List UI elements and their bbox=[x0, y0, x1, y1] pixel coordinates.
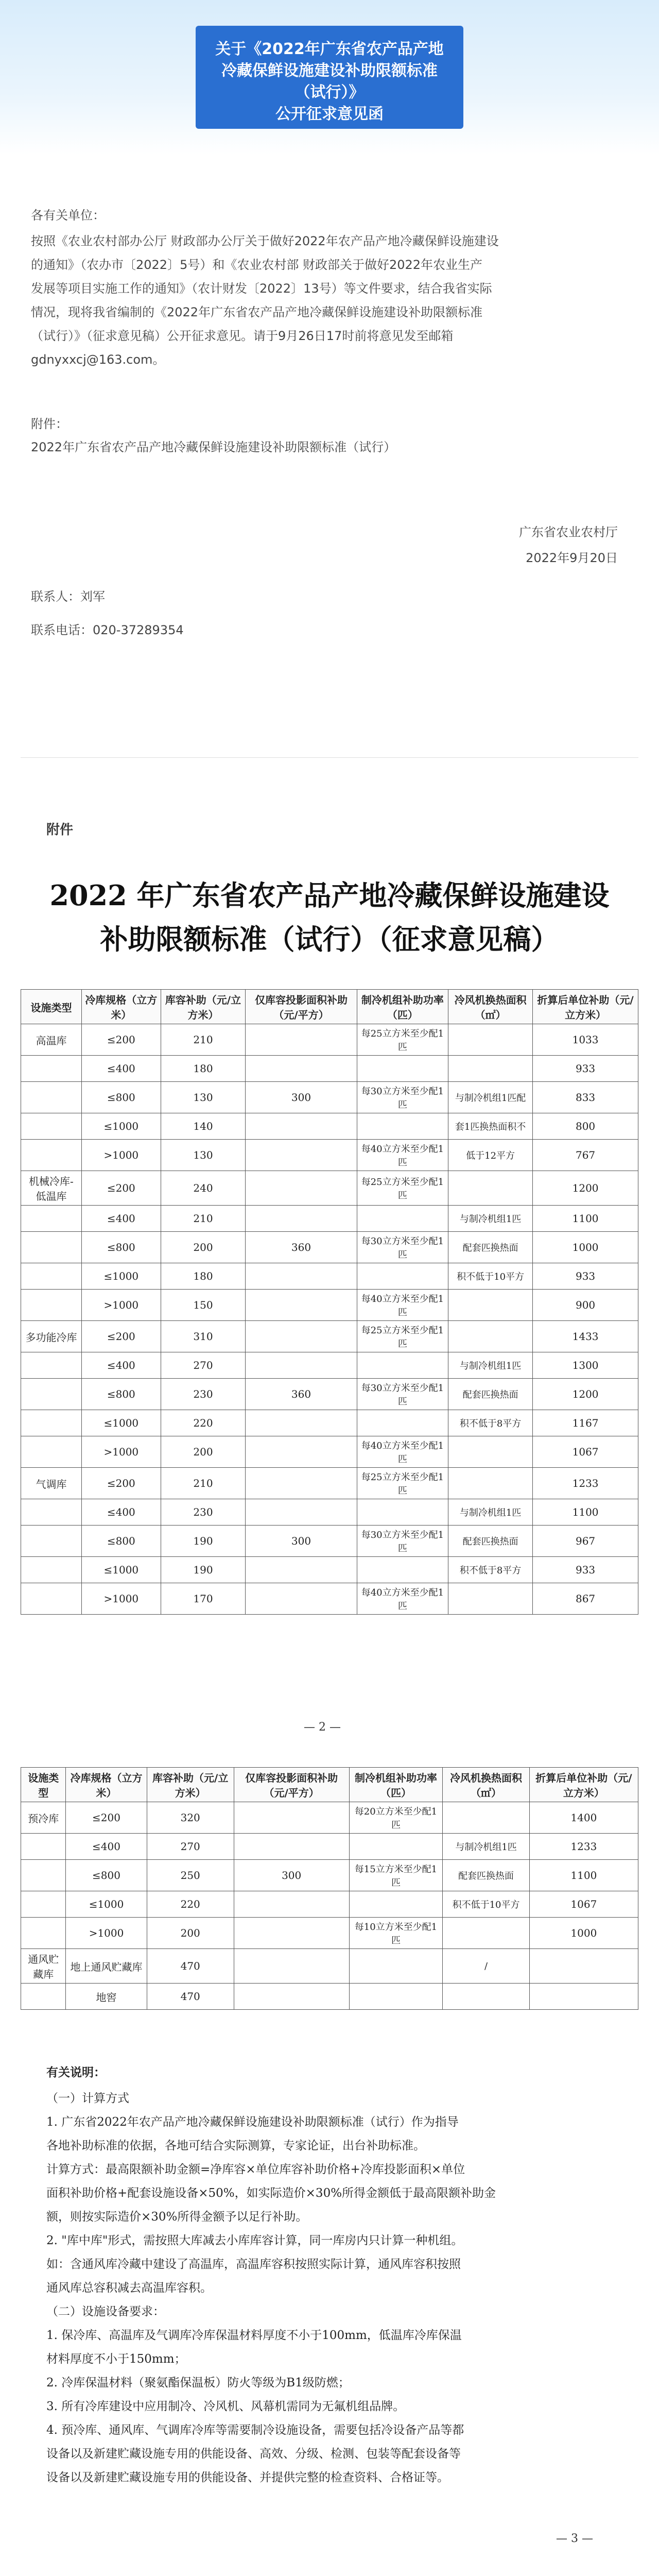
table-cell: 933 bbox=[533, 1557, 638, 1583]
table-cell bbox=[21, 1526, 82, 1557]
table-cell: 低于12平方 bbox=[448, 1140, 533, 1171]
table-cell: 220 bbox=[147, 1891, 234, 1918]
table-cell: 1233 bbox=[529, 1834, 638, 1860]
table-cell bbox=[234, 1802, 349, 1834]
table-cell: ≤1000 bbox=[81, 1557, 161, 1583]
table-cell bbox=[448, 1171, 533, 1206]
table-cell: 1100 bbox=[529, 1860, 638, 1891]
table-row bbox=[21, 1056, 638, 1082]
table-cell: 每30立方米至少配1匹 bbox=[357, 1526, 448, 1557]
section-divider bbox=[21, 757, 638, 758]
table-cell: ≤400 bbox=[81, 1056, 161, 1082]
table-row bbox=[21, 1379, 638, 1410]
table-cell: 200 bbox=[147, 1918, 234, 1949]
table-cell bbox=[21, 1860, 66, 1891]
table-cell: 积不低于10平方 bbox=[448, 1263, 533, 1290]
table-cell: 通风贮藏库 bbox=[21, 1949, 66, 1984]
table-cell: ≤1000 bbox=[81, 1263, 161, 1290]
table-cell: 240 bbox=[161, 1171, 246, 1206]
table-cell bbox=[246, 1263, 357, 1290]
table-cell: 230 bbox=[161, 1499, 246, 1526]
table-cell: 1167 bbox=[533, 1410, 638, 1436]
table-cell: ≤400 bbox=[66, 1834, 147, 1860]
table-cell: 967 bbox=[533, 1526, 638, 1557]
page-number: — 2 — bbox=[304, 1721, 341, 1734]
table-cell: 833 bbox=[533, 1082, 638, 1113]
table-cell bbox=[21, 1352, 82, 1379]
table-cell: 180 bbox=[161, 1056, 246, 1082]
table-cell bbox=[21, 1379, 82, 1410]
notes-body bbox=[46, 2087, 623, 2489]
table-cell bbox=[443, 1802, 529, 1834]
table-cell bbox=[357, 1352, 448, 1379]
table-cell: 767 bbox=[533, 1140, 638, 1171]
note-line: 计算方式：最高限额补助金额=净库容×单位库容补助价格+冷库投影面积×单位 bbox=[46, 2163, 465, 2176]
table-cell: 配套匹换热面 bbox=[448, 1526, 533, 1557]
table-row bbox=[21, 1171, 638, 1206]
table-cell: 130 bbox=[161, 1082, 246, 1113]
contact-phone: 联系电话：020-37289354 bbox=[31, 623, 184, 637]
table-cell bbox=[246, 1056, 357, 1082]
body-line: 的通知》（农办市〔2022〕5号）和《农业农村部 财政部关于做好2022年农业生产 bbox=[31, 258, 483, 272]
table-header: 冷风机换热面积（㎡） bbox=[448, 990, 533, 1024]
table-header: 仅库容投影面积补助（元/平方） bbox=[246, 990, 357, 1024]
table-cell: 300 bbox=[234, 1860, 349, 1891]
table-cell: 地窖 bbox=[66, 1984, 147, 2010]
note-line: 各地补助标准的依据，各地可结合实际测算，专家论证，出台补助标准。 bbox=[46, 2139, 425, 2153]
table-cell: 200 bbox=[161, 1436, 246, 1468]
table-cell: 每30立方米至少配1匹 bbox=[357, 1082, 448, 1113]
table-cell: 800 bbox=[533, 1113, 638, 1140]
table-cell: 配套匹换热面 bbox=[448, 1379, 533, 1410]
table-cell: 210 bbox=[161, 1024, 246, 1056]
banner-title-line2: 冷藏保鲜设施建设补助限额标准 bbox=[221, 62, 438, 80]
table-cell: 300 bbox=[246, 1082, 357, 1113]
table-body bbox=[21, 1802, 638, 2010]
table-cell: 每25立方米至少配1匹 bbox=[357, 1024, 448, 1056]
table-cell: ≤800 bbox=[81, 1526, 161, 1557]
table-header: 制冷机组补助功率（匹） bbox=[349, 1768, 443, 1802]
table-cell bbox=[21, 1918, 66, 1949]
table-cell bbox=[246, 1410, 357, 1436]
table-cell bbox=[21, 1290, 82, 1321]
table-cell: 210 bbox=[161, 1468, 246, 1499]
table-row bbox=[21, 1860, 638, 1891]
banner-title-line3: （试行）》 bbox=[294, 83, 365, 101]
table-header-row bbox=[21, 1768, 638, 1802]
table-cell: 1100 bbox=[533, 1206, 638, 1232]
table-cell: 1067 bbox=[529, 1891, 638, 1918]
table-cell bbox=[443, 1918, 529, 1949]
table-cell bbox=[357, 1056, 448, 1082]
table-cell: 预冷库 bbox=[21, 1802, 66, 1834]
table-cell: 1033 bbox=[533, 1024, 638, 1056]
table-cell: 多功能冷库 bbox=[21, 1321, 82, 1352]
table-cell: 470 bbox=[147, 1984, 234, 2010]
note-line: （一）计算方式 bbox=[46, 2092, 129, 2105]
table-cell: 867 bbox=[533, 1583, 638, 1615]
note-line: 1. 保冷库、高温库及气调库冷库保温材料厚度不小于100mm，低温库冷库保温 bbox=[46, 2329, 462, 2342]
table-cell: 每10立方米至少配1匹 bbox=[349, 1918, 443, 1949]
table-cell bbox=[246, 1557, 357, 1583]
contact-person: 联系人：刘军 bbox=[31, 589, 105, 604]
table-cell: ≤800 bbox=[66, 1860, 147, 1891]
table-cell bbox=[246, 1171, 357, 1206]
table-cell: 933 bbox=[533, 1056, 638, 1082]
page-number: — 3 — bbox=[556, 2532, 593, 2545]
body-line: 按照《农业农村部办公厅 财政部办公厅关于做好2022年农产品产地冷藏保鲜设施建设 bbox=[31, 234, 499, 248]
table-cell bbox=[21, 1263, 82, 1290]
table-cell: 与制冷机组1匹 bbox=[448, 1499, 533, 1526]
table-header: 库容补助（元/立方米） bbox=[161, 990, 246, 1024]
table-row bbox=[21, 1321, 638, 1352]
table-cell: 每30立方米至少配1匹 bbox=[357, 1232, 448, 1263]
table-cell bbox=[448, 1321, 533, 1352]
table-cell bbox=[448, 1290, 533, 1321]
table-cell: >1000 bbox=[81, 1583, 161, 1615]
table-cell: / bbox=[443, 1949, 529, 1984]
table-cell: 配套匹换热面 bbox=[443, 1860, 529, 1891]
body-line: 发展等项目实施工作的通知》（农计财发〔2022〕13号）等文件要求，结合我省实际 bbox=[31, 281, 492, 296]
table-cell: 300 bbox=[246, 1526, 357, 1557]
table-row bbox=[21, 1526, 638, 1557]
table-row bbox=[21, 1891, 638, 1918]
table-row bbox=[21, 1232, 638, 1263]
table-cell: ≤400 bbox=[81, 1352, 161, 1379]
table-cell: >1000 bbox=[81, 1140, 161, 1171]
table-cell bbox=[21, 1834, 66, 1860]
note-line: 额，则按实际造价×30%所得金额予以足行补助。 bbox=[46, 2210, 308, 2224]
table-cell: 气调库 bbox=[21, 1468, 82, 1499]
banner-title bbox=[196, 39, 463, 125]
table-cell bbox=[448, 1056, 533, 1082]
table-header: 设施类型 bbox=[21, 990, 82, 1024]
table-cell bbox=[357, 1499, 448, 1526]
table-cell: ≤800 bbox=[81, 1379, 161, 1410]
table-cell bbox=[21, 1410, 82, 1436]
table-cell bbox=[357, 1410, 448, 1436]
table-row bbox=[21, 1263, 638, 1290]
table-cell: 机械冷库-低温库 bbox=[21, 1171, 82, 1206]
table-cell: 与制冷机组1匹 bbox=[443, 1834, 529, 1860]
table-cell: 250 bbox=[147, 1860, 234, 1891]
table-cell bbox=[21, 1113, 82, 1140]
table-cell: 130 bbox=[161, 1140, 246, 1171]
table-cell: 地上通风贮藏库 bbox=[66, 1949, 147, 1984]
table-cell: 170 bbox=[161, 1583, 246, 1615]
table-cell: 150 bbox=[161, 1290, 246, 1321]
table-cell bbox=[448, 1468, 533, 1499]
table-cell bbox=[21, 1082, 82, 1113]
table-cell: 270 bbox=[161, 1352, 246, 1379]
table-cell: 1000 bbox=[529, 1918, 638, 1949]
table-row bbox=[21, 1802, 638, 1834]
table-cell: 配套匹换热面 bbox=[448, 1232, 533, 1263]
table-cell bbox=[21, 1232, 82, 1263]
table-cell: 470 bbox=[147, 1949, 234, 1984]
table-cell: 190 bbox=[161, 1557, 246, 1583]
table-cell: 与制冷机组1匹配 bbox=[448, 1082, 533, 1113]
table-row bbox=[21, 1206, 638, 1232]
table-cell bbox=[234, 1918, 349, 1949]
table-cell: ≤400 bbox=[81, 1206, 161, 1232]
note-line: 4. 预冷库、通风库、气调库冷库等需要制冷设施设备，需要包括冷设备产品等都 bbox=[46, 2424, 464, 2437]
table-cell: 每40立方米至少配1匹 bbox=[357, 1290, 448, 1321]
table-header: 冷库规格（立方米） bbox=[66, 1768, 147, 1802]
table-cell bbox=[448, 1436, 533, 1468]
table-cell: 1000 bbox=[533, 1232, 638, 1263]
table-cell bbox=[349, 1891, 443, 1918]
table-cell bbox=[246, 1352, 357, 1379]
body-line: gdnyxxcj@163.com。 bbox=[31, 352, 165, 367]
table-cell bbox=[529, 1984, 638, 2010]
table-cell bbox=[21, 1436, 82, 1468]
table-cell: ≤200 bbox=[81, 1468, 161, 1499]
table-cell: 140 bbox=[161, 1113, 246, 1140]
table-cell bbox=[234, 1834, 349, 1860]
note-line: 3. 所有冷库建设中应用制冷、冷风机、风幕机需同为无氟机组品牌。 bbox=[46, 2400, 405, 2413]
table-cell bbox=[234, 1949, 349, 1984]
note-line: 设备以及新建贮藏设施专用的供能设备、高效、分级、检测、包装等配套设备等 bbox=[46, 2447, 461, 2461]
table-row bbox=[21, 1918, 638, 1949]
table-cell bbox=[448, 1024, 533, 1056]
table-cell bbox=[21, 1583, 82, 1615]
subsidy-table-2 bbox=[21, 1767, 638, 2010]
table-cell bbox=[21, 1140, 82, 1171]
table-header: 仅库容投影面积补助（元/平方） bbox=[234, 1768, 349, 1802]
table-cell: 220 bbox=[161, 1410, 246, 1436]
table-cell bbox=[21, 1056, 82, 1082]
table-row bbox=[21, 1834, 638, 1860]
notes-title: 有关说明： bbox=[46, 2065, 106, 2079]
table-header: 库容补助（元/立方米） bbox=[147, 1768, 234, 1802]
attachment-item[interactable]: 2022年广东省农产品产地冷藏保鲜设施建设补助限额标准（试行） bbox=[31, 440, 396, 454]
table-cell: ≤200 bbox=[81, 1171, 161, 1206]
body-line: 情况，现将我省编制的《2022年广东省农产品产地冷藏保鲜设施建设补助限额标准 bbox=[31, 305, 483, 319]
note-line: （二）设施设备要求： bbox=[46, 2305, 165, 2318]
table-cell: 积不低于8平方 bbox=[448, 1557, 533, 1583]
banner-title-line1: 关于《2022年广东省农产品产地 bbox=[215, 40, 444, 58]
table-cell: 270 bbox=[147, 1834, 234, 1860]
table-cell: 360 bbox=[246, 1379, 357, 1410]
table-cell bbox=[234, 1984, 349, 2010]
table-cell: ≤1000 bbox=[81, 1113, 161, 1140]
table-cell: 套1匹换热面积不 bbox=[448, 1113, 533, 1140]
table-cell: 900 bbox=[533, 1290, 638, 1321]
table-cell: 高温库 bbox=[21, 1024, 82, 1056]
banner-title-line4: 公开征求意见函 bbox=[275, 105, 384, 123]
note-line: 2. 冷库保温材料（聚氨酯保温板）防火等级为B1级防燃； bbox=[46, 2376, 350, 2389]
table-row bbox=[21, 1024, 638, 1056]
table-cell: 1067 bbox=[533, 1436, 638, 1468]
table-cell bbox=[529, 1949, 638, 1984]
signer-org: 广东省农业农村厅 bbox=[519, 525, 618, 539]
table-header: 设施类型 bbox=[21, 1768, 66, 1802]
doc-title-line1: 2022 年广东省农产品产地冷藏保鲜设施建设 bbox=[49, 879, 610, 912]
table-row bbox=[21, 1436, 638, 1468]
table-cell: 200 bbox=[161, 1232, 246, 1263]
table-cell: 190 bbox=[161, 1526, 246, 1557]
table-cell bbox=[246, 1113, 357, 1140]
notice-body bbox=[31, 229, 628, 371]
table-cell bbox=[443, 1984, 529, 2010]
table-cell: 每25立方米至少配1匹 bbox=[357, 1468, 448, 1499]
table-cell: 每30立方米至少配1匹 bbox=[357, 1379, 448, 1410]
table-cell: 积不低于8平方 bbox=[448, 1410, 533, 1436]
table-cell: 360 bbox=[246, 1232, 357, 1263]
body-line: （试行）》（征求意见稿）公开征求意见。请于9月26日17时前将意见发至邮箱 bbox=[31, 329, 454, 343]
table-cell: 1433 bbox=[533, 1321, 638, 1352]
table-cell: ≤800 bbox=[81, 1082, 161, 1113]
table-cell bbox=[21, 1557, 82, 1583]
table-header: 冷库规格（立方米） bbox=[81, 990, 161, 1024]
table-cell bbox=[246, 1499, 357, 1526]
note-line: 设备以及新建贮藏设施专用的供能设备、并提供完整的检查资料、合格证等。 bbox=[46, 2471, 449, 2484]
table-row bbox=[21, 1949, 638, 1984]
table-cell bbox=[357, 1557, 448, 1583]
table-cell: ≤200 bbox=[81, 1024, 161, 1056]
table-header: 制冷机组补助功率（匹） bbox=[357, 990, 448, 1024]
table-cell bbox=[246, 1321, 357, 1352]
table-header: 折算后单位补助（元/立方米） bbox=[529, 1768, 638, 1802]
table-cell: 每15立方米至少配1匹 bbox=[349, 1860, 443, 1891]
table-row bbox=[21, 1984, 638, 2010]
note-line: 材料厚度不小于150mm； bbox=[46, 2352, 186, 2366]
table-row bbox=[21, 1499, 638, 1526]
table-cell bbox=[246, 1583, 357, 1615]
table-row bbox=[21, 1290, 638, 1321]
table-cell: ≤400 bbox=[81, 1499, 161, 1526]
salutation: 各有关单位： bbox=[31, 208, 105, 223]
table-body bbox=[21, 1024, 638, 1615]
attachment-label: 附件： bbox=[31, 417, 68, 431]
table-row bbox=[21, 1113, 638, 1140]
table-row bbox=[21, 1583, 638, 1615]
table-cell: ≤1000 bbox=[66, 1891, 147, 1918]
table-cell: 每40立方米至少配1匹 bbox=[357, 1140, 448, 1171]
table-cell: 180 bbox=[161, 1263, 246, 1290]
table-cell: 320 bbox=[147, 1802, 234, 1834]
table-cell: 每25立方米至少配1匹 bbox=[357, 1171, 448, 1206]
table-cell bbox=[357, 1263, 448, 1290]
table-cell bbox=[349, 1984, 443, 2010]
table-cell: 210 bbox=[161, 1206, 246, 1232]
table-cell bbox=[246, 1140, 357, 1171]
note-line: 面积补助价格+配套设施设备×50%，如实际造价×30%所得金额低于最高限额补助金 bbox=[46, 2187, 496, 2200]
note-line: 如：含通风库冷藏中建设了高温库，高温库容积按照实际计算，通风库容积按照 bbox=[46, 2258, 461, 2271]
table-cell bbox=[21, 1499, 82, 1526]
table-header-row bbox=[21, 990, 638, 1024]
table-cell: 每25立方米至少配1匹 bbox=[357, 1321, 448, 1352]
table-cell bbox=[234, 1891, 349, 1918]
table-cell: 每40立方米至少配1匹 bbox=[357, 1583, 448, 1615]
table-cell: >1000 bbox=[81, 1436, 161, 1468]
table-header: 折算后单位补助（元/立方米） bbox=[533, 990, 638, 1024]
table-cell: 与制冷机组1匹 bbox=[448, 1352, 533, 1379]
table-cell: >1000 bbox=[81, 1290, 161, 1321]
table-cell: 1400 bbox=[529, 1802, 638, 1834]
table-header: 冷风机换热面积（㎡） bbox=[443, 1768, 529, 1802]
table-cell: ≤200 bbox=[81, 1321, 161, 1352]
table-cell: ≤200 bbox=[66, 1802, 147, 1834]
attachment-header: 附件 bbox=[46, 822, 74, 838]
table-cell bbox=[246, 1290, 357, 1321]
table-cell bbox=[448, 1583, 533, 1615]
table-cell: 230 bbox=[161, 1379, 246, 1410]
table-cell bbox=[357, 1206, 448, 1232]
signer-date: 2022年9月20日 bbox=[526, 551, 618, 565]
table-cell: 1233 bbox=[533, 1468, 638, 1499]
table-cell bbox=[21, 1206, 82, 1232]
table-cell bbox=[21, 1984, 66, 2010]
doc-title-line2: 补助限额标准（试行）（征求意见稿） bbox=[100, 923, 559, 956]
table-row bbox=[21, 1410, 638, 1436]
table-cell: 与制冷机组1匹 bbox=[448, 1206, 533, 1232]
table-cell: 1100 bbox=[533, 1499, 638, 1526]
table-cell: 310 bbox=[161, 1321, 246, 1352]
table-row bbox=[21, 1140, 638, 1171]
table-cell: 每20立方米至少配1匹 bbox=[349, 1802, 443, 1834]
table-row bbox=[21, 1557, 638, 1583]
table-cell bbox=[21, 1891, 66, 1918]
table-cell: ≤1000 bbox=[81, 1410, 161, 1436]
note-line: 2. "库中库"形式，需按照大库减去小库库容计算，同一库房内只计算一种机组。 bbox=[46, 2234, 463, 2247]
table-cell bbox=[246, 1468, 357, 1499]
table-cell: 933 bbox=[533, 1263, 638, 1290]
subsidy-table-1 bbox=[21, 989, 638, 1615]
table-cell bbox=[246, 1024, 357, 1056]
table-cell bbox=[246, 1206, 357, 1232]
table-row bbox=[21, 1468, 638, 1499]
table-cell bbox=[357, 1113, 448, 1140]
table-cell: ≤800 bbox=[81, 1232, 161, 1263]
table-cell bbox=[349, 1949, 443, 1984]
note-line: 通风库总容积减去高温库容积。 bbox=[46, 2281, 212, 2295]
table-cell: >1000 bbox=[66, 1918, 147, 1949]
table-cell bbox=[246, 1436, 357, 1468]
table-row bbox=[21, 1082, 638, 1113]
table-cell bbox=[349, 1834, 443, 1860]
table-cell: 1300 bbox=[533, 1352, 638, 1379]
table-cell: 1200 bbox=[533, 1379, 638, 1410]
table-cell: 积不低于10平方 bbox=[443, 1891, 529, 1918]
table-cell: 每40立方米至少配1匹 bbox=[357, 1436, 448, 1468]
table-cell: 1200 bbox=[533, 1171, 638, 1206]
table-row bbox=[21, 1352, 638, 1379]
note-line: 1. 广东省2022年农产品产地冷藏保鲜设施建设补助限额标准（试行）作为指导 bbox=[46, 2115, 459, 2129]
